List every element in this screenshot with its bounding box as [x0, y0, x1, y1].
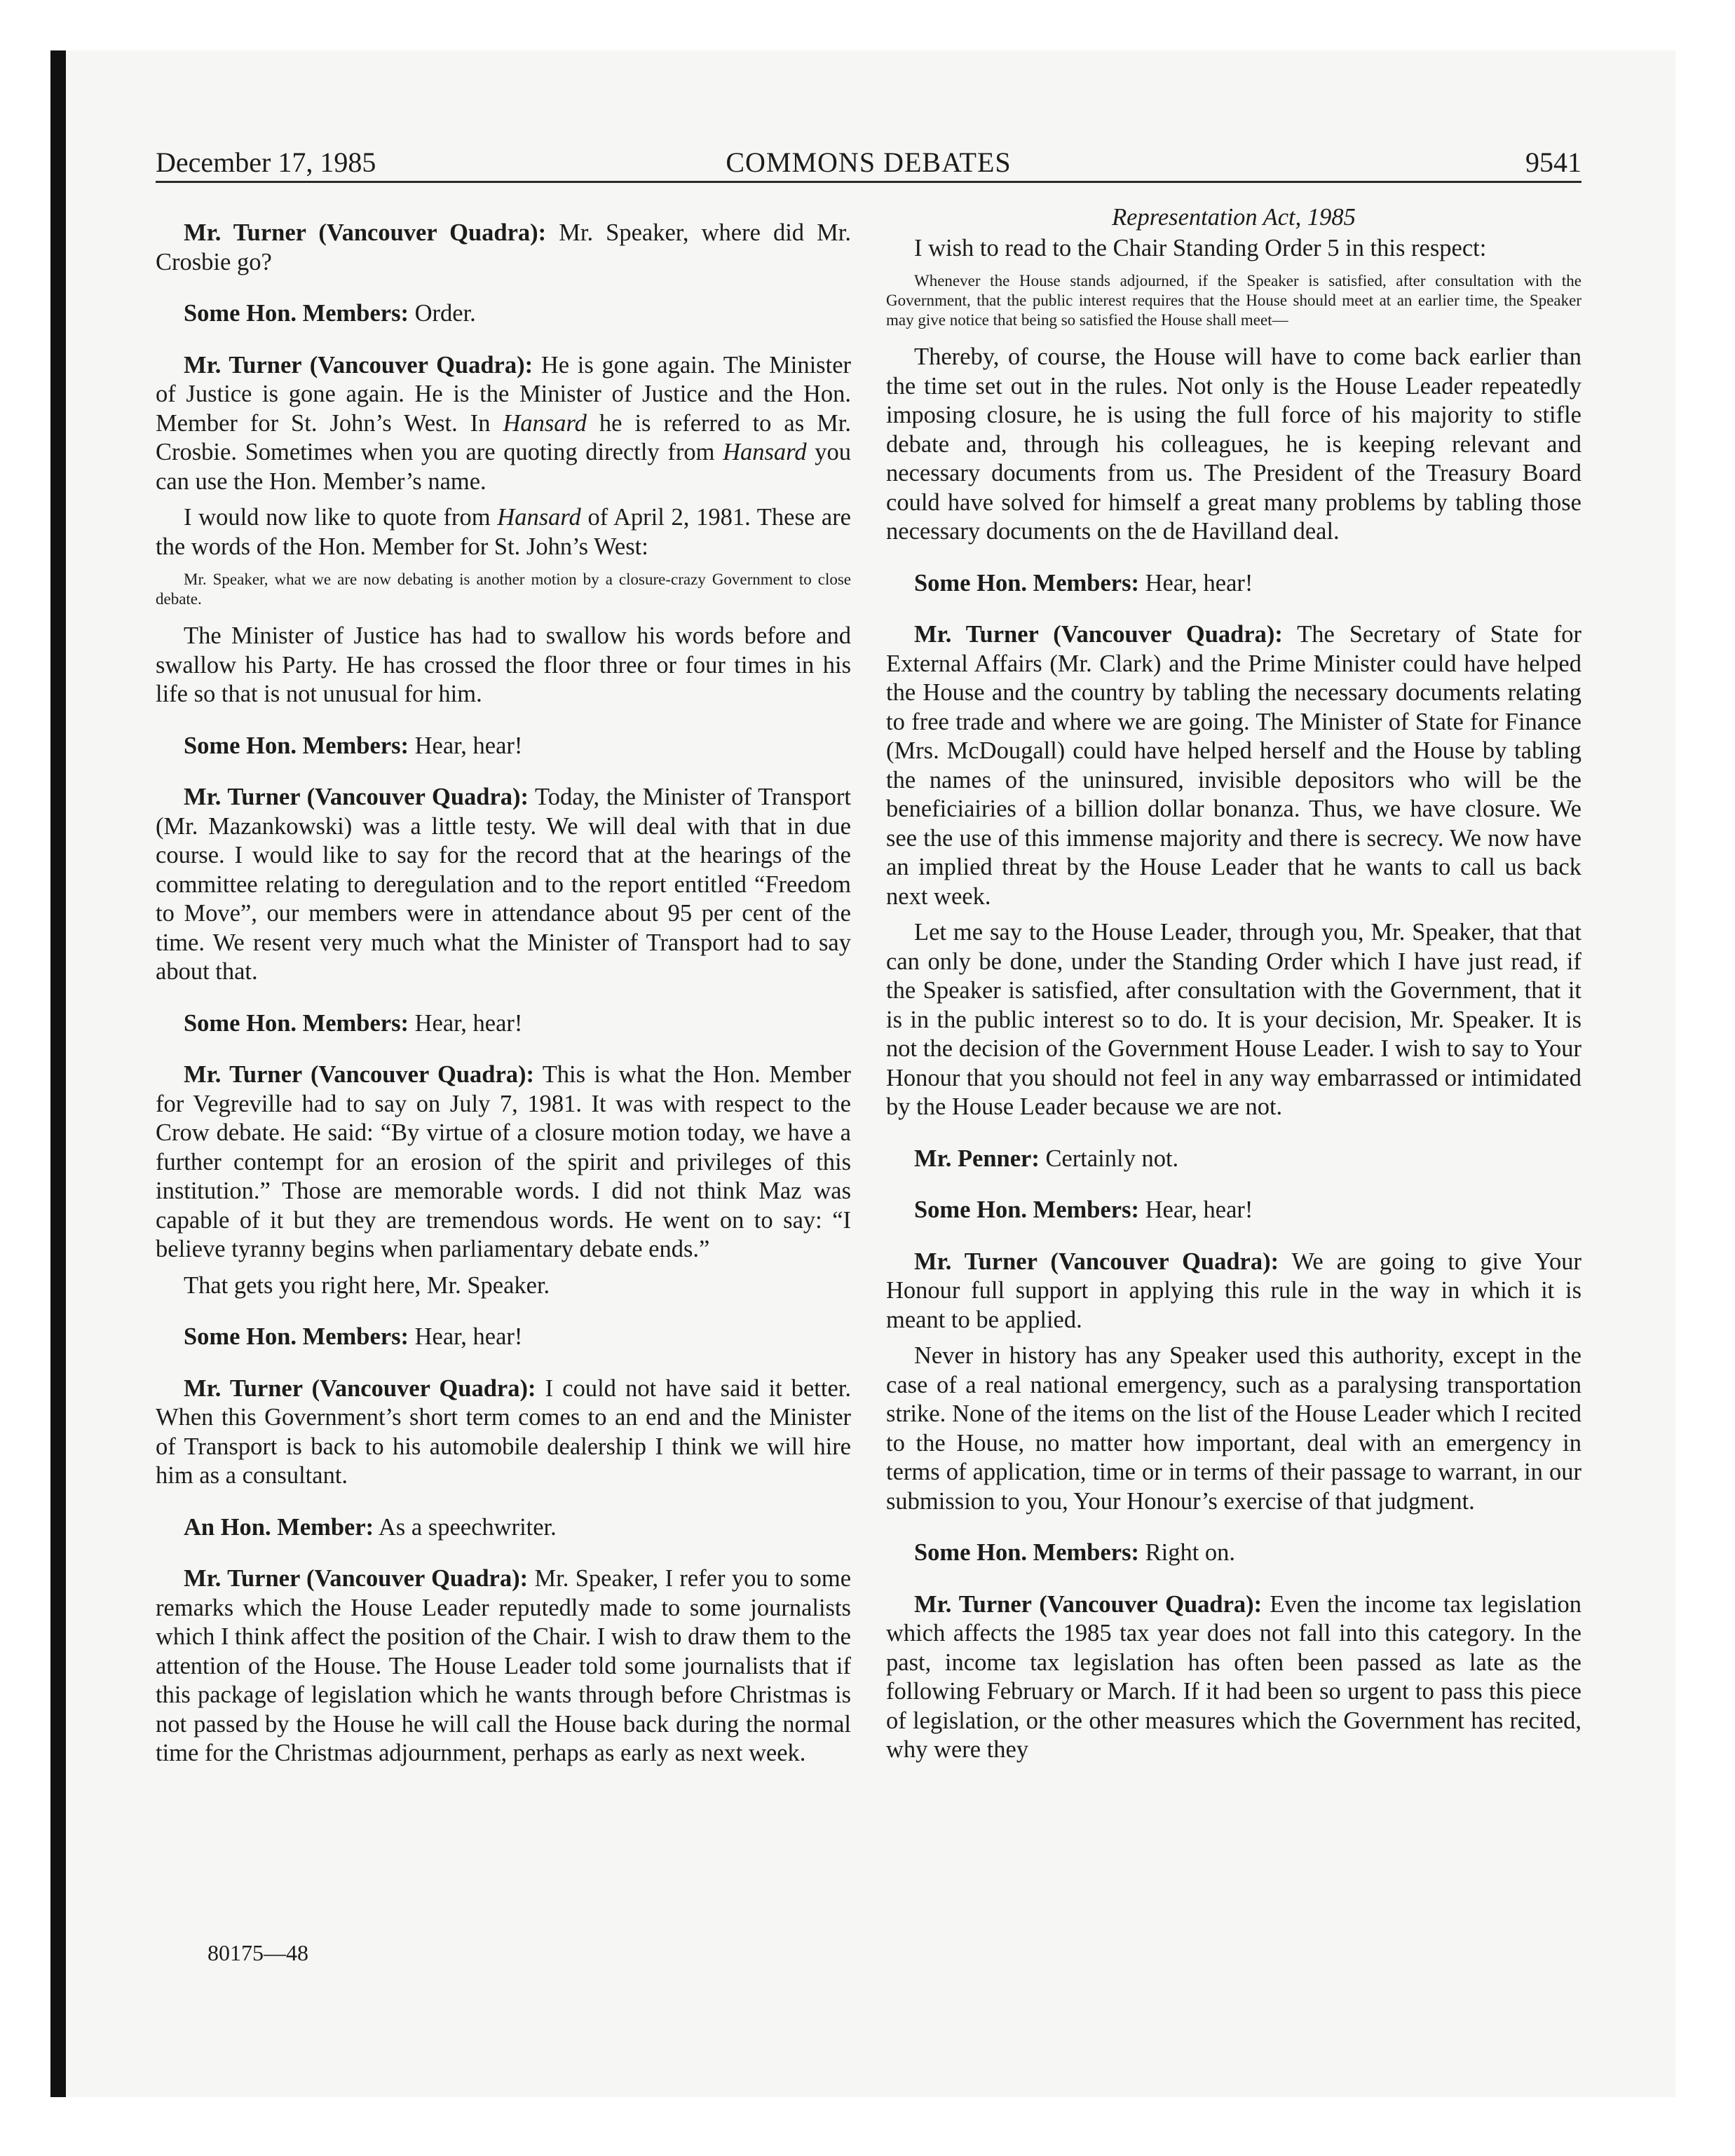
speaker-name: Mr. Turner (Vancouver Quadra):: [914, 1248, 1279, 1275]
paragraph-text: Let me say to the House Leader, through you, Mr. Speaker, that that can only be done, under the Standing Order which I have just read, if the Speaker is satisfied, after consultation with the Government, that it is in the public interest so to do. It is your decision, Mr. Speaker. It is not the decision of the Government House Leader. I wish to say to Your Honour that you should not feel in any way embarrassed or intimidated by the House Leader because we are not.: [886, 919, 1581, 1120]
scan-edge: [50, 50, 66, 2097]
paragraph-text: Thereby, of course, the House will have to come back earlier than the time set out in the rules. Not only is the House Leader repeatedly imposing closure, he is using the full force of his majority to stifle debate and, through his colleagues, he is keeping relevant and necessary documents from us. The President of the Treasury Board could have solved for himself a great many problems by tabling those necessary documents on the de Havilland deal.: [886, 343, 1581, 545]
paragraph-text: The Minister of Justice has had to swallow his words before and swallow his Party. He has crossed the floor three or four times in his life so that is not unusual for him.: [156, 622, 851, 707]
paragraph: [156, 1060, 851, 1264]
speaker-name: Some Hon. Members:: [184, 732, 409, 759]
paragraph-text: of April 2, 1981. These are the words of the Hon. Member for St. John’s West:: [156, 504, 851, 560]
header-date: December 17, 1985: [156, 146, 376, 178]
speech-text: Hear, hear!: [1138, 569, 1253, 596]
paragraph: [886, 1342, 1581, 1516]
speech-text: I could not have said it better. When this Government’s short term comes to an end and the Minister of Transport is back to his automobile dealership I think we will hire him as a consultant.: [156, 1374, 851, 1489]
paragraph: [886, 234, 1581, 264]
speech-text: you can use the Hon. Member’s name.: [156, 439, 851, 495]
speaker-name: Mr. Turner (Vancouver Quadra):: [184, 1061, 534, 1088]
speaker-name: Some Hon. Members:: [184, 1323, 409, 1350]
speech-text: Hear, hear!: [408, 732, 523, 759]
right-column: [886, 203, 1581, 1765]
paragraph-text: I would now like to quote from: [184, 504, 498, 531]
paragraph: [156, 732, 851, 761]
speaker-name: Some Hon. Members:: [914, 1539, 1139, 1566]
speech-text: Hear, hear!: [408, 1009, 523, 1037]
paragraph: [886, 1538, 1581, 1568]
header-title: COMMONS DEBATES: [726, 146, 1012, 178]
paragraph-text: I wish to read to the Chair Standing Order 5 in this respect:: [914, 234, 1487, 261]
speaker-name: Mr. Turner (Vancouver Quadra):: [184, 351, 533, 378]
italic-text: Hansard: [497, 504, 581, 531]
paragraph: [156, 351, 851, 497]
paragraph: [886, 918, 1581, 1122]
italic-text: Hansard: [503, 409, 587, 437]
paragraph: [886, 1590, 1581, 1765]
speaker-name: Some Hon. Members:: [914, 569, 1139, 596]
footer-code: 80175—48: [207, 1940, 308, 1965]
speaker-name: Mr. Turner (Vancouver Quadra):: [184, 1565, 529, 1592]
speaker-name: An Hon. Member:: [184, 1513, 374, 1541]
paragraph: [156, 1513, 851, 1543]
speech-text: Hear, hear!: [408, 1323, 523, 1350]
page-header: [156, 144, 1581, 183]
paragraph: [886, 343, 1581, 547]
paragraph: [156, 219, 851, 277]
block-quote: Whenever the House stands adjourned, if the Speaker is satisfied, after consultation with the Government, that the public interest requires that the House should meet at an earlier time, the Speaker may give notice that being so satisfied the House shall meet—: [886, 272, 1581, 329]
speaker-name: Mr. Turner (Vancouver Quadra):: [184, 784, 529, 810]
header-page-number: 9541: [1525, 146, 1581, 178]
speech-text: We are going to give Your Honour full support in applying this rule in the way in which it is meant to be applied.: [886, 1248, 1582, 1333]
italic-text: Hansard: [723, 439, 807, 465]
paragraph: [156, 1009, 851, 1039]
paragraph: [156, 1271, 851, 1301]
paragraph: [886, 1248, 1581, 1335]
paragraph-text: That gets you right here, Mr. Speaker.: [184, 1271, 550, 1299]
speech-text: He is gone again. The Minister of Justice is gone again. He is the Minister of Justice and the Hon. Member for St. John’s West. In: [156, 351, 851, 437]
speech-text: Right on.: [1138, 1539, 1236, 1566]
speech-text: Today, the Minister of Transport (Mr. Mazankowski) was a little testy. We will deal with that in due course. I would like to say for the record that at the hearings of the committee relating to deregulation and to the report entitled “Freedom to Move”, our members were in attendance about 95 per cent of the time. We resent very much what the Minister of Transport had to say about that.: [156, 784, 851, 985]
speaker-name: Mr. Turner (Vancouver Quadra):: [184, 1374, 536, 1402]
speech-text: Hear, hear!: [1138, 1196, 1253, 1223]
paragraph: [156, 503, 851, 561]
speaker-name: Mr. Turner (Vancouver Quadra):: [184, 219, 547, 246]
paragraph: [156, 1323, 851, 1352]
paragraph: [156, 622, 851, 709]
paragraph: [156, 1374, 851, 1491]
speech-text: Mr. Speaker, I refer you to some remarks which the House Leader reputedly made to some journalists which I think affect the position of the Chair. I wish to draw them to the attention of the House. The House Leader told some journalists that if this package of legislation which he wants through before Christmas is not passed by the House he will call the House back during the normal time for the Christmas adjournment, perhaps as early as next week.: [156, 1565, 852, 1766]
paragraph: [156, 783, 851, 987]
section-title: Representation Act, 1985: [1112, 204, 1356, 231]
speech-text: Certainly not.: [1039, 1145, 1179, 1172]
paragraph: [156, 1564, 851, 1768]
speech-text: The Secretary of State for External Affairs (Mr. Clark) and the Prime Minister could have helped the House and the country by tabling the necessary documents relating to free trade and where we are going. The Minister of State for Finance (Mrs. McDougall) could have helped herself and the House by tabling the names of the uninsured, invisible depositors who will be the beneficiairies of a billion dollar bonanza. Thus, we have closure. We see the use of this immense majority and there is secrecy. We now have an implied threat by the House Leader that he wants to call us back next week.: [886, 621, 1582, 910]
speaker-name: Mr. Turner (Vancouver Quadra):: [914, 1590, 1263, 1618]
speaker-name: Some Hon. Members:: [184, 1009, 409, 1037]
left-column: [156, 203, 851, 1768]
paragraph: [886, 620, 1581, 911]
paragraph-text: Never in history has any Speaker used this authority, except in the case of a real national emergency, such as a paralysing transportation strike. None of the items on the list of the House Leader which I recited to the House, no matter how important, deal with an emergency in terms of application, time or in terms of their passage to warrant, in our submission to you, Your Honour’s exercise of that judgment.: [886, 1342, 1581, 1515]
paragraph: [886, 569, 1581, 599]
speech-text: As a speechwriter.: [374, 1513, 557, 1541]
paragraph: [886, 1196, 1581, 1225]
block-quote: Mr. Speaker, what we are now debating is another motion by a closure-crazy Government to close debate.: [156, 571, 851, 608]
paragraph: [156, 299, 851, 329]
speaker-name: Some Hon. Members:: [184, 300, 409, 327]
speech-text: he is referred to as Mr. Crosbie. Sometimes when you are quoting directly from: [156, 409, 851, 465]
speech-text: Mr. Speaker, where did Mr. Crosbie go?: [156, 219, 851, 275]
speaker-name: Mr. Turner (Vancouver Quadra):: [914, 621, 1283, 648]
paragraph: [886, 1145, 1581, 1174]
speech-text: Order.: [408, 300, 476, 327]
speech-text: Even the income tax legislation which affects the 1985 tax year does not fall into this category. In the past, income tax legislation has often been passed as late as the following February or March. If it had been so urgent to pass this piece of legislation, or the other measures which the Government has recited, why were they: [886, 1590, 1581, 1763]
speaker-name: Mr. Penner:: [914, 1145, 1040, 1172]
speaker-name: Some Hon. Members:: [914, 1196, 1139, 1223]
speech-text: This is what the Hon. Member for Vegreville had to say on July 7, 1981. It was with respect to the Crow debate. He said: “By virtue of a closure motion today, we have a further contempt for an erosion of the spirit and privileges of this institution.” Those are memorable words. I did not think Maz was capable of it but they are tremendous words. He went on to say: “I believe tyranny begins when parliamentary debate ends.”: [156, 1061, 851, 1262]
